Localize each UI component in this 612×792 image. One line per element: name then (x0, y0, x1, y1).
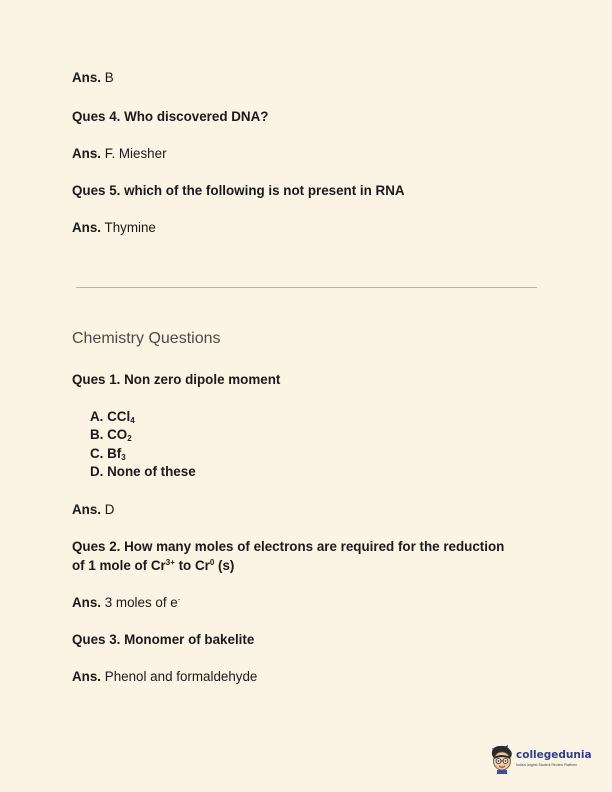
answer-label: Ans. (72, 70, 102, 85)
option-b (90, 426, 132, 444)
answer-label: Ans. (72, 220, 102, 235)
logo-wordmark: collegedunia (516, 749, 592, 761)
question-4: Ques 4. Who discovered DNA? (72, 109, 269, 124)
answer-value: D (104, 502, 115, 517)
answer-value: Thymine (104, 220, 156, 235)
answer-value: F. Miesher (104, 146, 167, 161)
answer-5 (72, 219, 156, 237)
answer-value: 3 moles of e (104, 595, 178, 610)
option-d: D. None of these (90, 464, 196, 479)
chem-answer-2 (72, 594, 180, 612)
q2-superscript-1: 3+ (165, 558, 175, 567)
option-a-text: A. CCl (90, 409, 131, 424)
answer-value: Phenol and formaldehyde (104, 669, 258, 684)
q2-text-b: to Cr (174, 558, 210, 573)
answer-label: Ans. (72, 146, 102, 161)
q2-text-a: of 1 mole of Cr (72, 558, 166, 573)
q2-text-c: (s) (214, 558, 235, 573)
section-divider (76, 287, 537, 288)
answer-3 (72, 69, 114, 87)
chem-answer-3 (72, 668, 257, 686)
option-a (90, 408, 135, 426)
logo-tagline: India's largest Student Review Platform (516, 763, 577, 767)
section-title: Chemistry Questions (72, 330, 221, 347)
answer-label: Ans. (72, 595, 102, 610)
collegedunia-logo (489, 744, 592, 778)
option-c (90, 445, 126, 463)
option-b-subscript: 2 (127, 434, 132, 443)
option-a-subscript: 4 (130, 416, 135, 425)
chem-question-1: Ques 1. Non zero dipole moment (72, 372, 281, 387)
mascot-icon (489, 744, 515, 774)
question-5: Ques 5. which of the following is not present in RNA (72, 183, 405, 198)
answer-superscript: - (177, 595, 181, 604)
chem-question-3: Ques 3. Monomer of bakelite (72, 632, 255, 647)
answer-4 (72, 145, 167, 163)
answer-value: B (104, 70, 114, 85)
answer-label: Ans. (72, 669, 102, 684)
chem-question-2-line-2 (72, 557, 234, 575)
chem-question-2-line-1: Ques 2. How many moles of electrons are required for the reduction (72, 539, 505, 554)
option-c-text: C. Bf (90, 446, 122, 461)
chem-answer-1 (72, 501, 114, 519)
q2-superscript-2: 0 (209, 558, 215, 567)
option-c-subscript: 3 (121, 453, 126, 462)
answer-label: Ans. (72, 502, 102, 517)
option-b-text: B. CO (90, 427, 128, 442)
